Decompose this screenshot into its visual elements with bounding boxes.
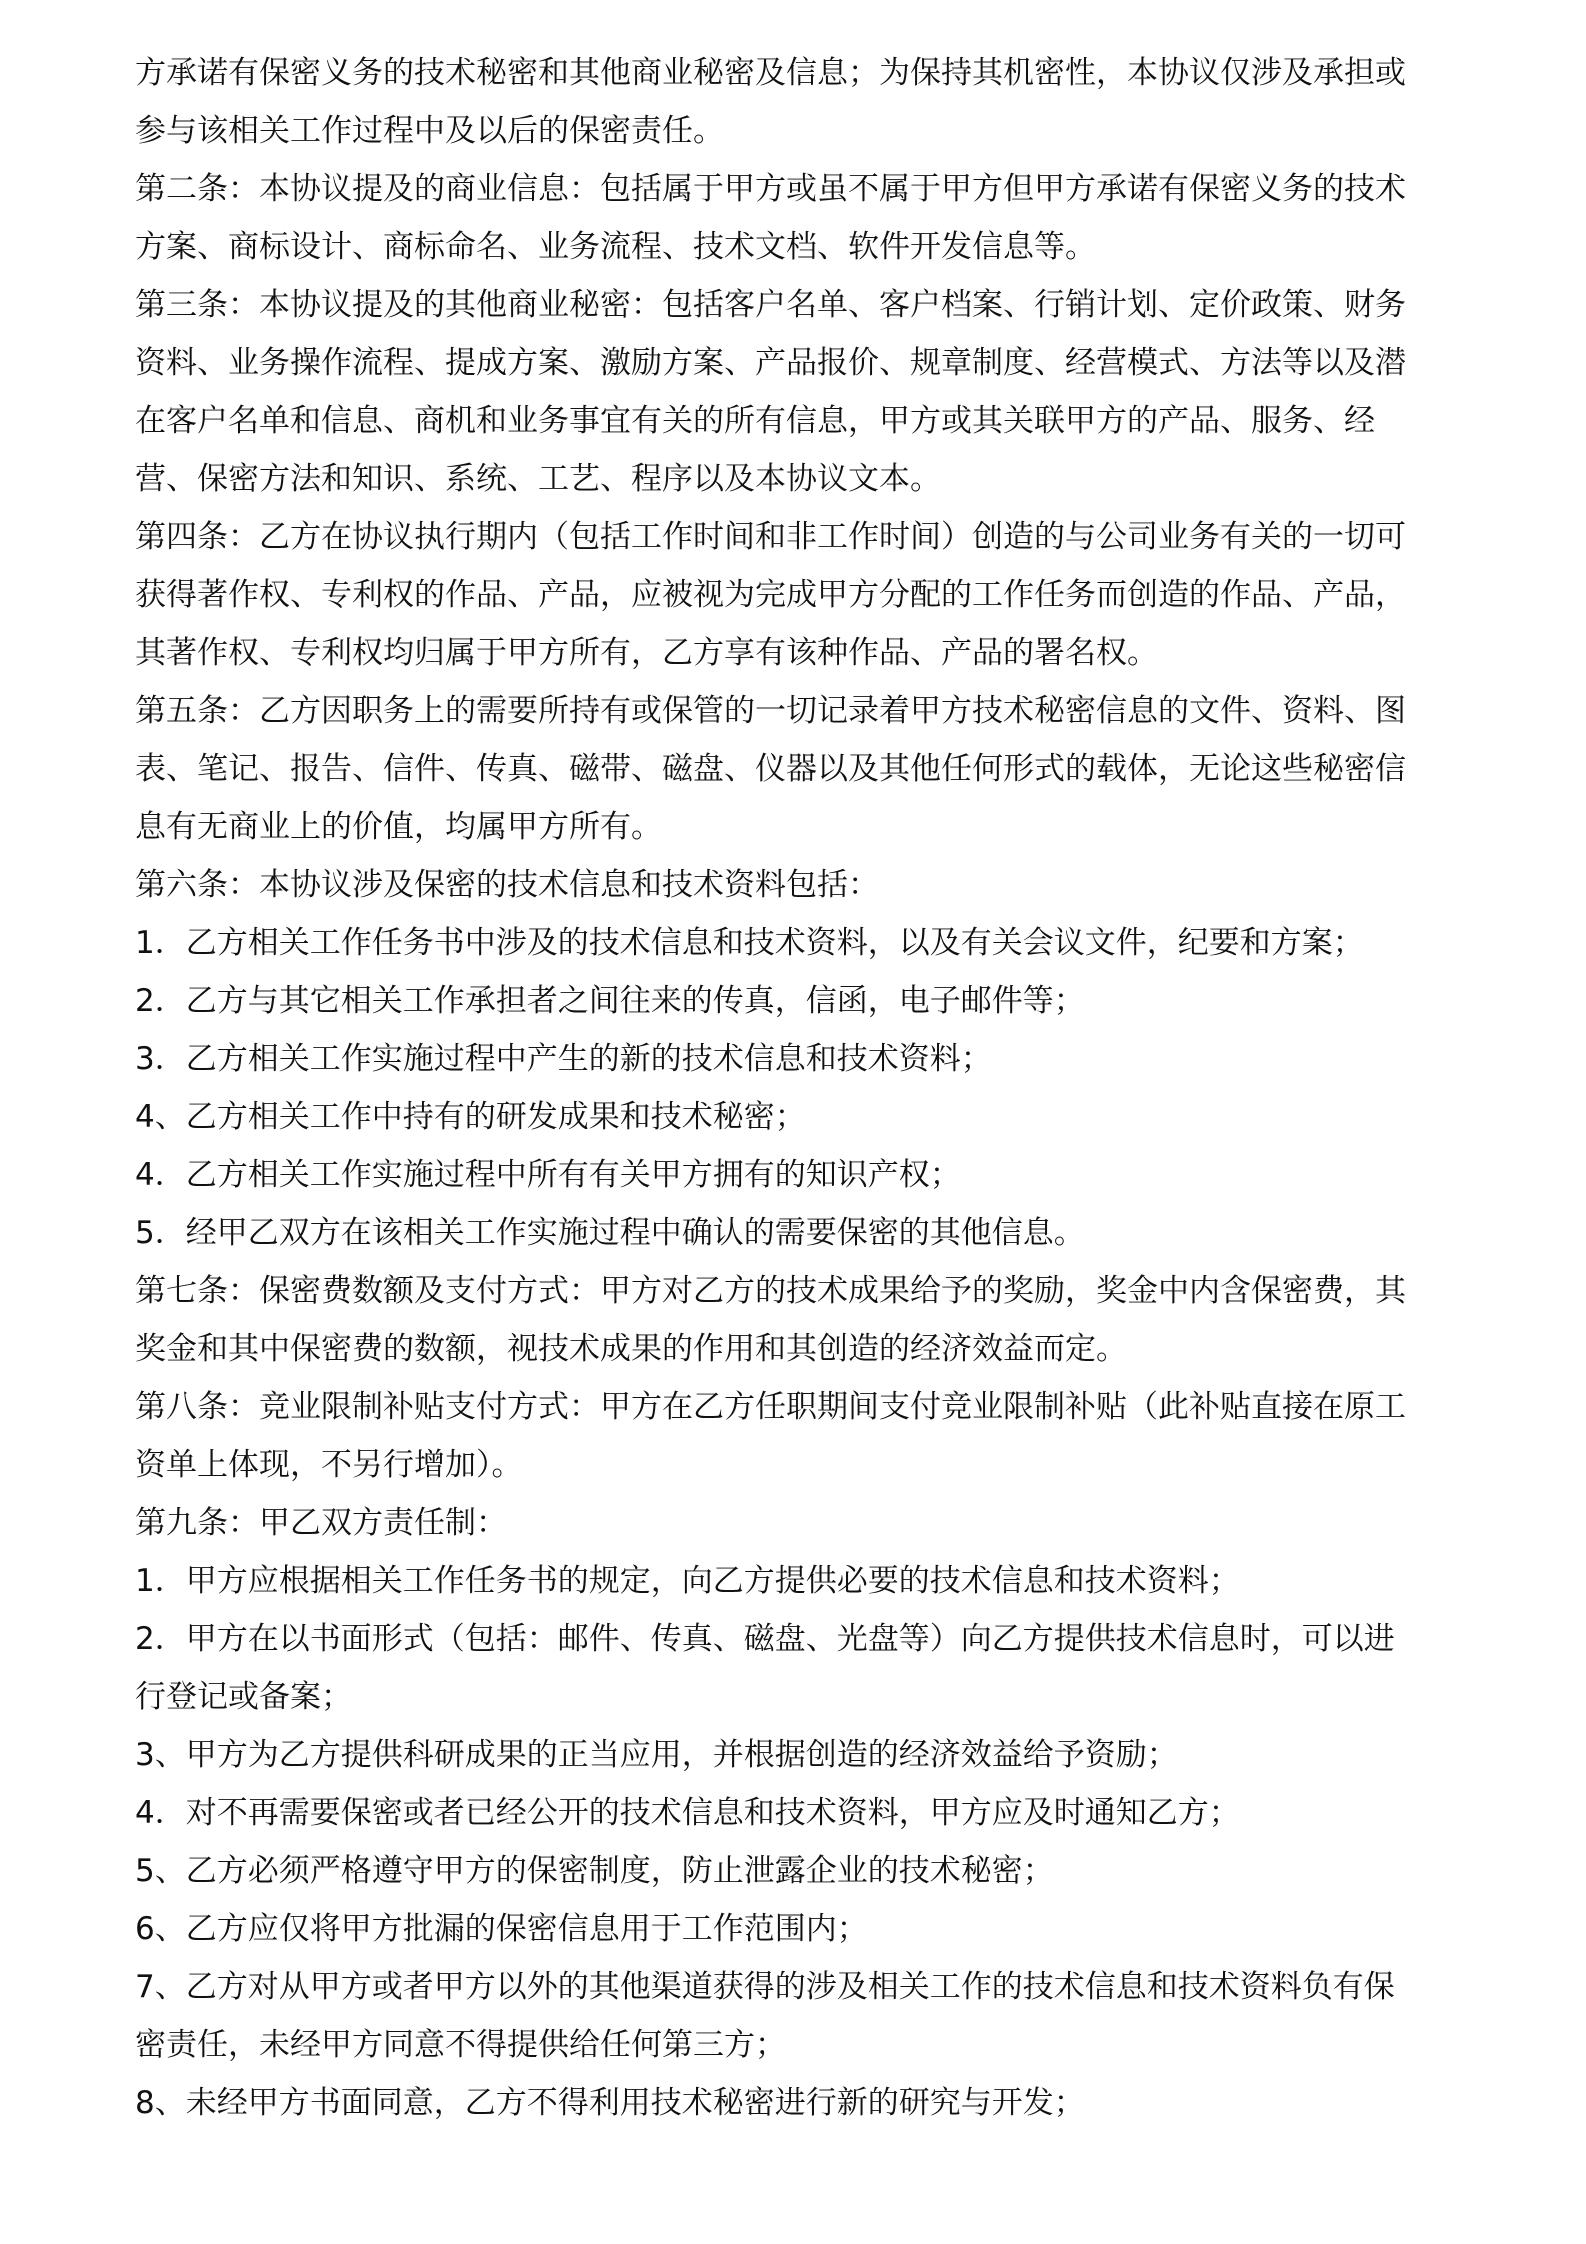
text-line: 3．乙方相关工作实施过程中产生的新的技术信息和技术资料； — [135, 1041, 992, 1077]
text-line: 第九条：甲乙双方责任制： — [135, 1505, 507, 1541]
paragraph — [135, 276, 1465, 508]
text-line: 4．乙方相关工作实施过程中所有有关甲方拥有的知识产权； — [135, 1157, 961, 1193]
text-line: 8、未经甲方书面同意，乙方不得利用技术秘密进行新的研究与开发； — [135, 2085, 1085, 2121]
text-line: 第四条：乙方在协议执行期内（包括工作时间和非工作时间）创造的与公司业务有关的一切可 — [135, 519, 1406, 555]
text-line: 4．对不再需要保密或者已经公开的技术信息和技术资料，甲方应及时通知乙方； — [135, 1795, 1240, 1831]
text-line: 2．甲方在以书面形式（包括：邮件、传真、磁盘、光盘等）向乙方提供技术信息时，可以进 — [135, 1621, 1395, 1657]
paragraph — [135, 1146, 1465, 1204]
text-line: 4、乙方相关工作中持有的研发成果和技术秘密； — [135, 1099, 806, 1135]
text-line: 1．乙方相关工作任务书中涉及的技术信息和技术资料，以及有关会议文件，纪要和方案； — [135, 925, 1364, 961]
paragraph — [135, 44, 1465, 160]
text-line: 5．经甲乙双方在该相关工作实施过程中确认的需要保密的其他信息。 — [135, 1215, 1085, 1251]
paragraph — [135, 1726, 1465, 1784]
paragraph — [135, 160, 1465, 276]
text-line: 资料、业务操作流程、提成方案、激励方案、产品报价、规章制度、经营模式、方法等以及潜 — [135, 345, 1406, 381]
text-line: 参与该相关工作过程中及以后的保密责任。 — [135, 113, 724, 149]
text-line: 其著作权、专利权均归属于甲方所有，乙方享有该种作品、产品的署名权。 — [135, 635, 1158, 671]
paragraph — [135, 1494, 1465, 1552]
paragraph — [135, 1262, 1465, 1378]
text-line: 第八条：竞业限制补贴支付方式：甲方在乙方任职期间支付竞业限制补贴（此补贴直接在原工 — [135, 1389, 1406, 1425]
text-line: 第六条：本协议涉及保密的技术信息和技术资料包括： — [135, 867, 879, 903]
text-line: 资单上体现，不另行增加）。 — [135, 1447, 523, 1483]
text-line: 1．甲方应根据相关工作任务书的规定，向乙方提供必要的技术信息和技术资料； — [135, 1563, 1240, 1599]
text-line: 第三条：本协议提及的其他商业秘密：包括客户名单、客户档案、行销计划、定价政策、财务 — [135, 287, 1406, 323]
paragraph — [135, 1958, 1465, 2074]
paragraph — [135, 1842, 1465, 1900]
paragraph — [135, 1610, 1465, 1726]
text-line: 奖金和其中保密费的数额，视技术成果的作用和其创造的经济效益而定。 — [135, 1331, 1127, 1367]
text-line: 方案、商标设计、商标命名、业务流程、技术文档、软件开发信息等。 — [135, 229, 1096, 265]
paragraph — [135, 972, 1465, 1030]
document-body — [135, 44, 1465, 2132]
text-line: 第五条：乙方因职务上的需要所持有或保管的一切记录着甲方技术秘密信息的文件、资料、图 — [135, 693, 1406, 729]
paragraph — [135, 1552, 1465, 1610]
text-line: 第七条：保密费数额及支付方式：甲方对乙方的技术成果给予的奖励，奖金中内含保密费，其 — [135, 1273, 1406, 1309]
paragraph — [135, 1030, 1465, 1088]
text-line: 5、乙方必须严格遵守甲方的保密制度，防止泄露企业的技术秘密； — [135, 1853, 1054, 1889]
paragraph — [135, 508, 1465, 682]
paragraph — [135, 1784, 1465, 1842]
text-line: 行登记或备案； — [135, 1679, 352, 1715]
text-line: 在客户名单和信息、商机和业务事宜有关的所有信息，甲方或其关联甲方的产品、服务、经 — [135, 403, 1375, 439]
text-line: 息有无商业上的价值，均属甲方所有。 — [135, 809, 662, 845]
paragraph — [135, 1378, 1465, 1494]
text-line: 6、乙方应仅将甲方批漏的保密信息用于工作范围内； — [135, 1911, 868, 1947]
paragraph — [135, 1088, 1465, 1146]
paragraph — [135, 856, 1465, 914]
text-line: 营、保密方法和知识、系统、工艺、程序以及本协议文本。 — [135, 461, 941, 497]
text-line: 7、乙方对从甲方或者甲方以外的其他渠道获得的涉及相关工作的技术信息和技术资料负有保 — [135, 1969, 1395, 2005]
paragraph — [135, 682, 1465, 856]
text-line: 第二条：本协议提及的商业信息：包括属于甲方或虽不属于甲方但甲方承诺有保密义务的技术 — [135, 171, 1406, 207]
paragraph — [135, 2074, 1465, 2132]
paragraph — [135, 1900, 1465, 1958]
paragraph — [135, 914, 1465, 972]
text-line: 2．乙方与其它相关工作承担者之间往来的传真，信函，电子邮件等； — [135, 983, 1085, 1019]
text-line: 3、甲方为乙方提供科研成果的正当应用，并根据创造的经济效益给予资励； — [135, 1737, 1178, 1773]
text-line: 方承诺有保密义务的技术秘密和其他商业秘密及信息；为保持其机密性，本协议仅涉及承担或 — [135, 55, 1406, 91]
paragraph — [135, 1204, 1465, 1262]
text-line: 表、笔记、报告、信件、传真、磁带、磁盘、仪器以及其他任何形式的载体，无论这些秘密信 — [135, 751, 1406, 787]
text-line: 获得著作权、专利权的作品、产品，应被视为完成甲方分配的工作任务而创造的作品、产品， — [135, 577, 1406, 613]
text-line: 密责任，未经甲方同意不得提供给任何第三方； — [135, 2027, 786, 2063]
